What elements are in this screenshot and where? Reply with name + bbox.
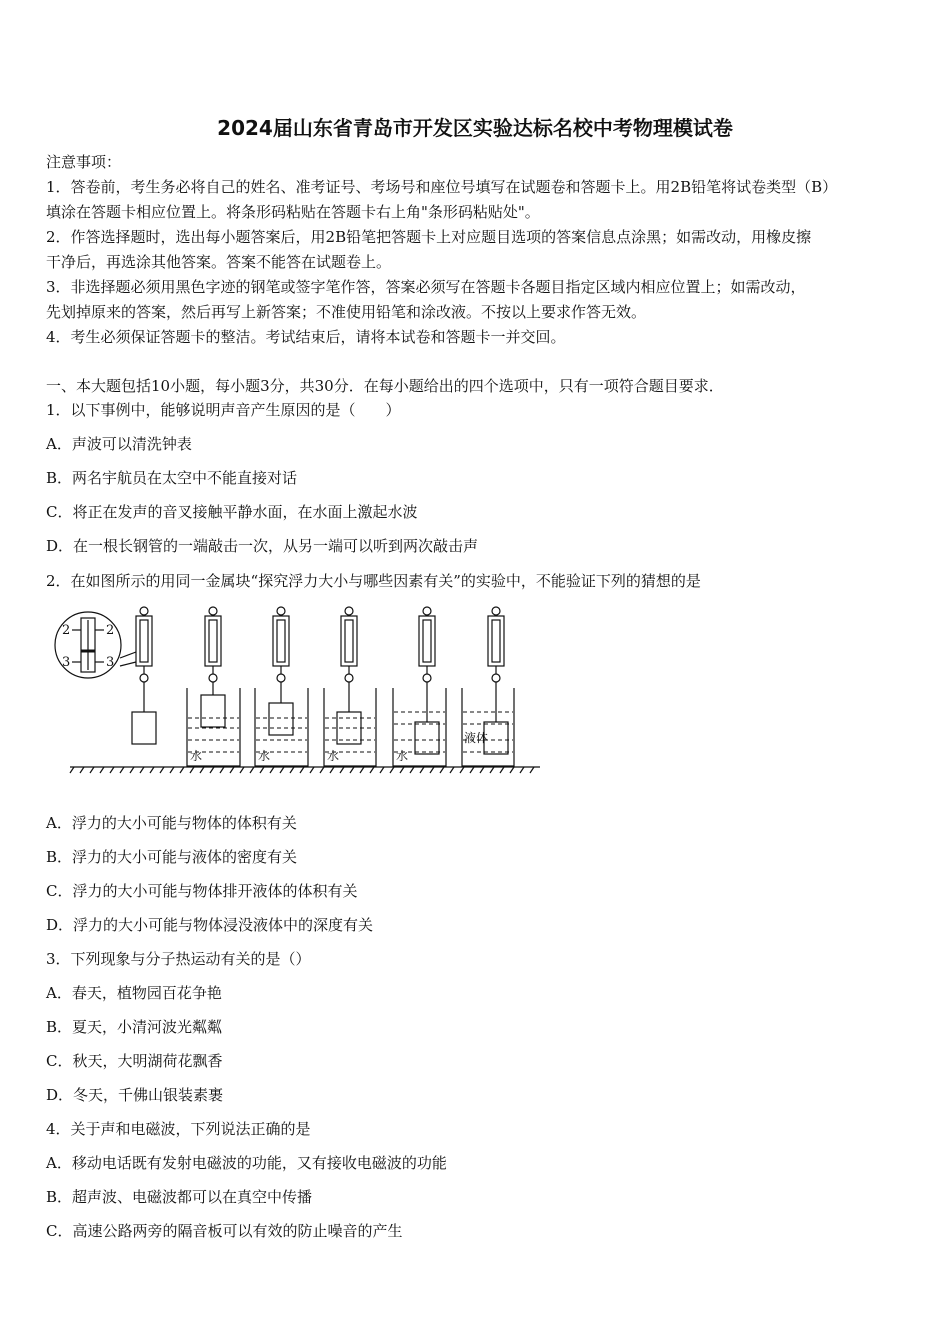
q1-option-d: D．在一根长钢管的一端敲击一次，从另一端可以听到两次敲击声	[46, 537, 479, 555]
notice-heading: 注意事项：	[46, 153, 122, 171]
notice-line: 1．答卷前，考生务必将自己的姓名、准考证号、考场号和座位号填写在试题卷和答题卡上。用2B铅笔将试卷类型（B）	[46, 178, 838, 196]
notice-line: 2．作答选择题时，选出每小题答案后，用2B铅笔把答题卡上对应题目选项的答案信息点涂黑；如需改动，用橡皮擦	[46, 228, 812, 246]
beaker-label: 水	[258, 749, 271, 763]
beaker-label: 液体	[464, 731, 489, 745]
scale-mark: 2	[106, 623, 115, 638]
q4-option-b: B．超声波、电磁波都可以在真空中传播	[46, 1188, 313, 1206]
notice-line: 干净后，再选涂其他答案。答案不能答在试题卷上。	[46, 253, 392, 271]
spring-scale-1	[132, 607, 156, 744]
q1-option-b: B．两名宇航员在太空中不能直接对话	[46, 469, 298, 487]
q2-option-b: B．浮力的大小可能与液体的密度有关	[46, 848, 298, 866]
q3-option-a: A．春天，植物园百花争艳	[46, 984, 222, 1002]
spring-scale-3	[269, 607, 293, 735]
question-2-stem: 2．在如图所示的用同一金属块“探究浮力大小与哪些因素有关”的实验中，不能验证下列的猜想的是	[46, 572, 701, 590]
scale-mark: 2	[62, 623, 71, 638]
metal-block	[415, 722, 439, 754]
question-3-stem: 3．下列现象与分子热运动有关的是（）	[46, 950, 311, 968]
spring-scale-4	[337, 607, 361, 744]
notice-line: 3．非选择题必须用黑色字迹的钢笔或签字笔作答，答案必须写在答题卡各题目指定区域内相应位置上；如需改动，	[46, 278, 806, 296]
q1-option-c: C．将正在发声的音叉接触平静水面，在水面上激起水波	[46, 503, 418, 521]
q3-option-b: B．夏天，小清河波光粼粼	[46, 1018, 223, 1036]
q2-option-d: D．浮力的大小可能与物体浸没液体中的深度有关	[46, 916, 374, 934]
spring-scale-5	[415, 607, 439, 754]
ground-line	[70, 767, 540, 773]
notice-line: 4．考生必须保证答题卡的整洁。考试结束后，请将本试卷和答题卡一并交回。	[46, 328, 566, 346]
metal-block	[132, 712, 156, 744]
notice-line: 先划掉原来的答案，然后再写上新答案；不准使用铅笔和涂改液。不按以上要求作答无效。	[46, 303, 647, 321]
question-1-stem: 1．以下事例中，能够说明声音产生原因的是（ ）	[46, 401, 401, 419]
scale-mark: 3	[106, 655, 115, 670]
exam-title: 2024届山东省青岛市开发区实验达标名校中考物理模试卷	[217, 116, 733, 140]
beaker-label: 水	[327, 749, 340, 763]
q2-option-a: A．浮力的大小可能与物体的体积有关	[46, 814, 297, 832]
q1-option-a: A．声波可以清洗钟表	[46, 435, 192, 453]
scale-mark: 3	[62, 655, 71, 670]
q3-option-d: D．冬天，千佛山银装素裹	[46, 1086, 224, 1104]
q4-option-c: C．高速公路两旁的隔音板可以有效的防止噪音的产生	[46, 1222, 403, 1240]
buoyancy-experiment-figure	[50, 600, 550, 778]
beaker-label: 水	[396, 749, 409, 763]
section-heading: 一、本大题包括10小题，每小题3分，共30分．在每小题给出的四个选项中，只有一项符合题目要求．	[46, 377, 724, 395]
metal-block	[201, 695, 225, 727]
notice-line: 填涂在答题卡相应位置上。将条形码粘贴在答题卡右上角"条形码粘贴处"。	[46, 203, 540, 221]
q2-option-c: C．浮力的大小可能与物体排开液体的体积有关	[46, 882, 358, 900]
q3-option-c: C．秋天，大明湖荷花飘香	[46, 1052, 223, 1070]
beaker-label: 水	[190, 749, 203, 763]
question-4-stem: 4．关于声和电磁波，下列说法正确的是	[46, 1120, 311, 1138]
spring-scale-2	[201, 607, 225, 727]
metal-block	[269, 703, 293, 735]
q4-option-a: A．移动电话既有发射电磁波的功能，又有接收电磁波的功能	[46, 1154, 447, 1172]
